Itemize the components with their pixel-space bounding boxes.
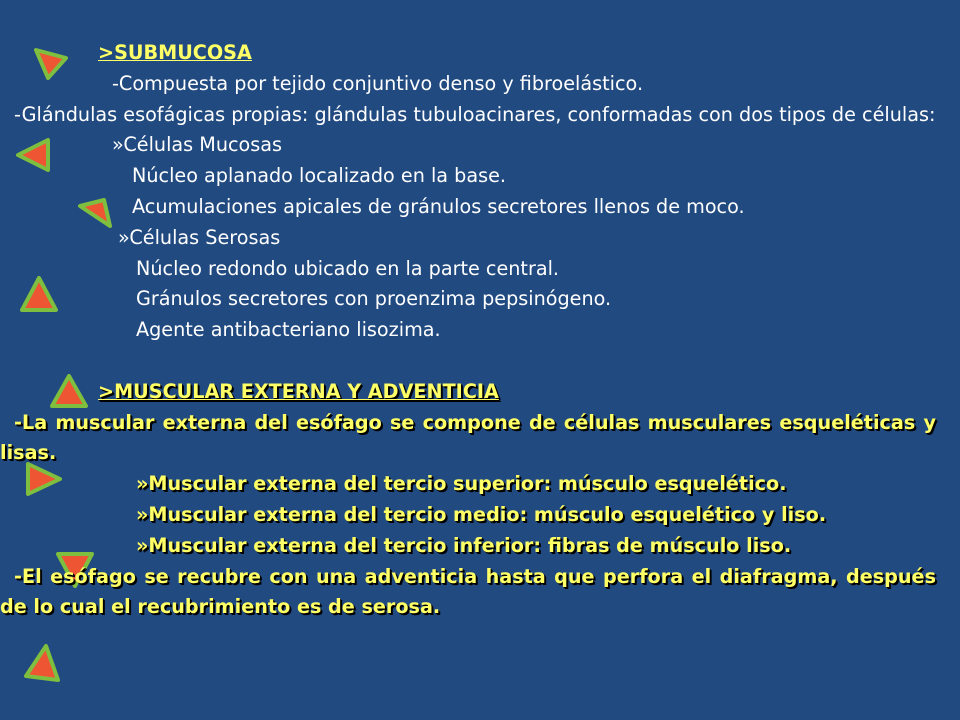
spacer xyxy=(98,346,936,377)
text-line: »Muscular externa del tercio inferior: fibras de músculo liso. xyxy=(136,533,792,557)
triangle-bullet-icon xyxy=(26,42,72,88)
text-line: Acumulaciones apicales de gránulos secretores llenos de moco. xyxy=(132,194,745,218)
text-line: »Muscular externa del tercio medio: músculo esquelético y liso. xyxy=(136,502,827,526)
text-line: Núcleo redondo ubicado en la parte central. xyxy=(136,256,560,280)
sub-heading: »Células Serosas xyxy=(118,225,281,249)
sub-heading: »Células Mucosas xyxy=(112,133,283,157)
muscular-section xyxy=(98,377,936,408)
slide-content xyxy=(0,38,936,623)
section-heading: >SUBMUCOSA xyxy=(98,41,252,64)
text-line: -La muscular externa del esófago se compone de células musculares esqueléticas y lisas. xyxy=(0,410,936,465)
text-line: -Compuesta por tejido conjuntivo denso y fibroelástico. xyxy=(112,71,644,95)
text-line: »Muscular externa del tercio superior: músculo esquelético. xyxy=(136,472,787,496)
triangle-bullet-icon xyxy=(12,132,58,178)
text-line: -Glándulas esofágicas propias: glándulas tubuloacinares, conformadas con dos tipos de células: xyxy=(14,102,936,126)
triangle-bullet-icon xyxy=(18,640,64,686)
text-line: Gránulos secretores con proenzima pepsinógeno. xyxy=(136,287,612,311)
submucosa-section xyxy=(98,38,936,69)
text-line: Agente antibacteriano lisozima. xyxy=(136,318,441,342)
section-heading: >MUSCULAR EXTERNA Y ADVENTICIA xyxy=(98,379,499,403)
text-line: Núcleo aplanado localizado en la base. xyxy=(132,164,506,188)
triangle-bullet-icon xyxy=(16,272,62,318)
text-line: -El esófago se recubre con una adventicia hasta que perfora el diafragma, después de lo cual el recubrimiento es de serosa. xyxy=(0,564,936,619)
